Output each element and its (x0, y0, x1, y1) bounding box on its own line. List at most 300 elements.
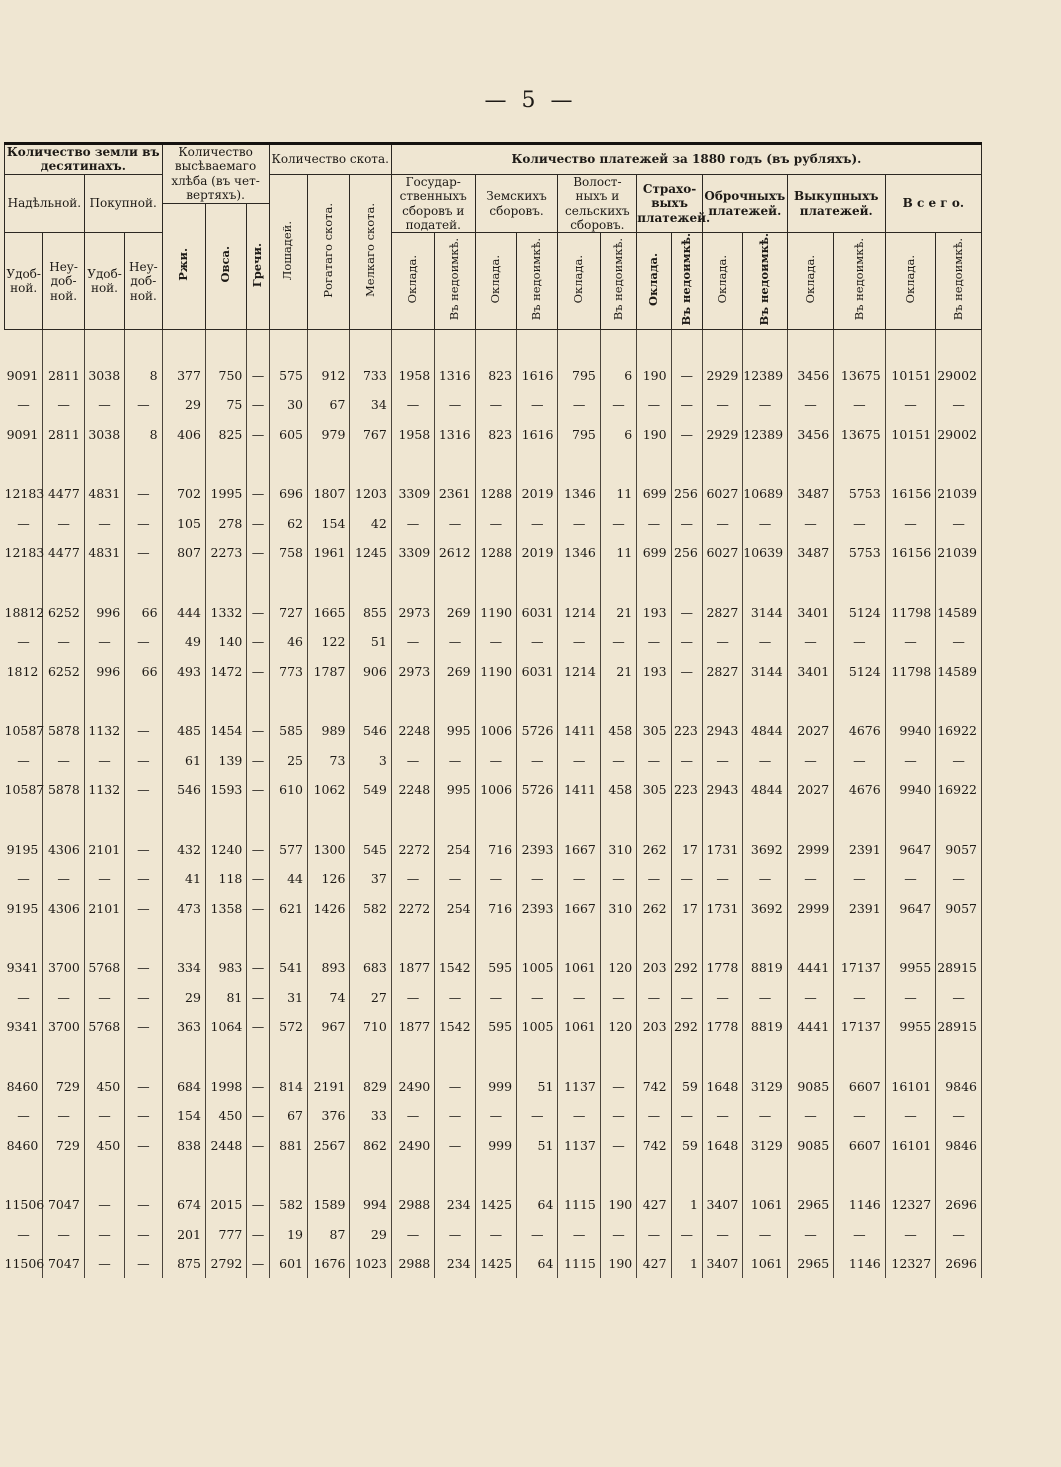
spacer-cell (637, 1160, 671, 1190)
table-cell: 2965 (787, 1190, 833, 1220)
spacer-cell (43, 1041, 84, 1071)
table-cell: 1667 (558, 893, 600, 923)
table-cell: 862 (350, 1130, 391, 1160)
table-cell: — (247, 1190, 269, 1220)
table-cell: — (702, 864, 742, 894)
spacer-cell (600, 330, 636, 361)
table-row (5, 597, 982, 627)
table-cell: 989 (307, 716, 349, 746)
table-cell: — (125, 1071, 162, 1101)
table-cell: — (84, 1190, 124, 1220)
spacer-cell (391, 923, 434, 953)
table-cell: — (558, 508, 600, 538)
table-cell: 67 (307, 390, 349, 420)
table-cell: — (125, 953, 162, 983)
spacer-cell (743, 1041, 787, 1071)
table-cell: 193 (637, 656, 671, 686)
spacer-cell (702, 686, 742, 716)
table-cell: — (885, 390, 936, 420)
table-cell: 75 (205, 390, 246, 420)
spacer-cell (671, 804, 702, 834)
table-cell: 1203 (350, 479, 391, 509)
statistics-table (4, 142, 982, 1278)
spacer-cell (43, 330, 84, 361)
table-cell: 1346 (558, 538, 600, 568)
table-cell: 4844 (743, 716, 787, 746)
spacer-cell (936, 1160, 982, 1190)
table-cell: — (247, 982, 269, 1012)
spacer-row (5, 804, 982, 834)
table-cell: — (671, 982, 702, 1012)
table-cell: 549 (350, 775, 391, 805)
spacer-cell (125, 1041, 162, 1071)
table-cell: 234 (435, 1190, 475, 1220)
table-cell: 674 (162, 1190, 205, 1220)
spacer-cell (702, 449, 742, 479)
table-cell: 2027 (787, 775, 833, 805)
table-cell: — (5, 627, 43, 657)
table-cell: 6252 (43, 656, 84, 686)
spacer-cell (125, 804, 162, 834)
spacer-cell (125, 686, 162, 716)
table-cell: 3700 (43, 953, 84, 983)
table-cell: 1061 (558, 953, 600, 983)
spacer-cell (936, 567, 982, 597)
table-cell: — (787, 982, 833, 1012)
table-cell: 1958 (391, 360, 434, 390)
table-cell: — (247, 745, 269, 775)
table-cell: 6252 (43, 597, 84, 627)
spacer-cell (702, 923, 742, 953)
table-cell: — (475, 390, 516, 420)
table-cell: 4306 (43, 834, 84, 864)
table-cell: — (435, 1101, 475, 1131)
spacer-cell (350, 923, 391, 953)
spacer-cell (391, 1160, 434, 1190)
table-cell: 5124 (834, 597, 886, 627)
table-cell: 1346 (558, 479, 600, 509)
spacer-cell (205, 330, 246, 361)
table-cell: 363 (162, 1012, 205, 1042)
table-cell: 154 (307, 508, 349, 538)
table-row (5, 745, 982, 775)
table-cell: 9057 (936, 893, 982, 923)
table-cell: — (247, 953, 269, 983)
table-cell: 1961 (307, 538, 349, 568)
table-cell: — (787, 508, 833, 538)
table-cell: 1316 (435, 419, 475, 449)
table-cell: 855 (350, 597, 391, 627)
table-cell: — (247, 1219, 269, 1249)
table-cell: 3487 (787, 479, 833, 509)
table-cell: 3700 (43, 1012, 84, 1042)
table-row (5, 419, 982, 449)
table-cell: — (834, 982, 886, 1012)
table-cell: 1426 (307, 893, 349, 923)
table-cell: 1288 (475, 538, 516, 568)
table-cell: 1332 (205, 597, 246, 627)
table-row (5, 1101, 982, 1131)
table-cell: — (517, 1219, 558, 1249)
table-cell: 585 (269, 716, 307, 746)
table-cell: 8 (125, 360, 162, 390)
table-cell: — (247, 479, 269, 509)
table-cell: 4306 (43, 893, 84, 923)
table-cell: — (84, 864, 124, 894)
table-cell: — (671, 419, 702, 449)
table-cell: — (600, 1219, 636, 1249)
table-cell: 8460 (5, 1130, 43, 1160)
table-cell: 546 (162, 775, 205, 805)
table-cell: 5726 (517, 775, 558, 805)
spacer-cell (743, 330, 787, 361)
table-cell: 742 (637, 1130, 671, 1160)
table-cell: 823 (475, 419, 516, 449)
table-cell: 81 (205, 982, 246, 1012)
spacer-cell (162, 1160, 205, 1190)
table-cell: 758 (269, 538, 307, 568)
table-cell: 1132 (84, 775, 124, 805)
table-cell: 6 (600, 360, 636, 390)
table-cell: — (743, 982, 787, 1012)
table-cell: — (475, 627, 516, 657)
table-cell: 1062 (307, 775, 349, 805)
table-cell: 16922 (936, 775, 982, 805)
spacer-cell (743, 804, 787, 834)
header-assessed: Оклада. (702, 233, 742, 330)
table-cell: 2391 (834, 893, 886, 923)
spacer-cell (391, 449, 434, 479)
table-cell: 4477 (43, 538, 84, 568)
header-land: Количество земли въ десятинахъ. (5, 144, 163, 175)
table-cell: 683 (350, 953, 391, 983)
table-cell: — (671, 627, 702, 657)
table-cell: — (702, 1101, 742, 1131)
table-cell: 1061 (743, 1190, 787, 1220)
spacer-cell (43, 686, 84, 716)
spacer-cell (435, 567, 475, 597)
table-cell: 996 (84, 656, 124, 686)
table-cell: 473 (162, 893, 205, 923)
table-cell: 2811 (43, 360, 84, 390)
header-quitrent: Оброчныхъ платежей. (702, 174, 787, 233)
table-row (5, 953, 982, 983)
table-cell: 105 (162, 508, 205, 538)
table-cell: — (936, 390, 982, 420)
spacer-cell (702, 330, 742, 361)
table-cell: 262 (637, 834, 671, 864)
table-cell: 742 (637, 1071, 671, 1101)
table-cell: 995 (435, 775, 475, 805)
spacer-cell (84, 1160, 124, 1190)
table-cell: — (125, 508, 162, 538)
header-assessed: Оклада. (787, 233, 833, 330)
table-cell: 7047 (43, 1249, 84, 1279)
spacer-cell (307, 567, 349, 597)
table-cell: 66 (125, 656, 162, 686)
spacer-cell (5, 449, 43, 479)
table-cell: 377 (162, 360, 205, 390)
spacer-cell (558, 330, 600, 361)
table-cell: — (885, 1101, 936, 1131)
spacer-cell (269, 686, 307, 716)
table-cell: 1214 (558, 656, 600, 686)
table-cell: — (247, 627, 269, 657)
table-cell: — (702, 627, 742, 657)
table-cell: 1300 (307, 834, 349, 864)
table-cell: 1190 (475, 597, 516, 627)
header-redemption: Выкупныхъ платежей. (787, 174, 885, 233)
spacer-cell (391, 804, 434, 834)
spacer-cell (435, 804, 475, 834)
table-cell: 444 (162, 597, 205, 627)
header-arrears: Въ недоимкѣ. (517, 233, 558, 330)
header-rye: Ржи. (162, 203, 205, 330)
table-cell: 9846 (936, 1071, 982, 1101)
table-cell: 5753 (834, 479, 886, 509)
spacer-cell (247, 804, 269, 834)
table-cell: 1190 (475, 656, 516, 686)
spacer-cell (205, 1041, 246, 1071)
table-cell: — (637, 982, 671, 1012)
table-cell: — (936, 1219, 982, 1249)
table-cell: 5878 (43, 775, 84, 805)
table-cell: 875 (162, 1249, 205, 1279)
spacer-cell (743, 567, 787, 597)
table-cell: 4831 (84, 538, 124, 568)
spacer-cell (936, 804, 982, 834)
table-cell: — (671, 1101, 702, 1131)
table-cell: 1812 (5, 656, 43, 686)
table-cell: 577 (269, 834, 307, 864)
table-cell: — (517, 390, 558, 420)
spacer-cell (834, 1160, 886, 1190)
table-cell: — (600, 745, 636, 775)
table-cell: — (125, 1012, 162, 1042)
table-cell: 1137 (558, 1071, 600, 1101)
table-cell: 450 (84, 1130, 124, 1160)
table-cell: — (247, 864, 269, 894)
table-cell: 46 (269, 627, 307, 657)
spacer-cell (475, 449, 516, 479)
table-cell: 1877 (391, 1012, 434, 1042)
spacer-cell (435, 330, 475, 361)
table-cell: 87 (307, 1219, 349, 1249)
table-cell: 582 (350, 893, 391, 923)
table-cell: 1778 (702, 953, 742, 983)
table-cell: 13675 (834, 360, 886, 390)
spacer-cell (475, 1041, 516, 1071)
table-cell: — (125, 627, 162, 657)
header-arrears: Въ недоимкѣ. (834, 233, 886, 330)
table-cell: 795 (558, 360, 600, 390)
table-cell: 2361 (435, 479, 475, 509)
table-cell: 2490 (391, 1130, 434, 1160)
table-cell: — (247, 1071, 269, 1101)
table-row (5, 1071, 982, 1101)
table-cell: 2393 (517, 893, 558, 923)
table-cell: 3692 (743, 834, 787, 864)
spacer-cell (43, 923, 84, 953)
table-cell: 1787 (307, 656, 349, 686)
table-cell: — (936, 1101, 982, 1131)
header-oats: Овса. (205, 203, 246, 330)
spacer-cell (885, 330, 936, 361)
table-cell: — (475, 745, 516, 775)
table-cell: 21 (600, 656, 636, 686)
table-cell: — (702, 745, 742, 775)
table-cell: 1648 (702, 1130, 742, 1160)
table-row (5, 834, 982, 864)
header-zemstvo: Земскихъ сборовъ. (475, 174, 558, 233)
spacer-cell (834, 330, 886, 361)
table-cell: 2490 (391, 1071, 434, 1101)
table-cell: 64 (517, 1190, 558, 1220)
table-cell: — (435, 390, 475, 420)
table-cell: 9647 (885, 893, 936, 923)
spacer-cell (205, 923, 246, 953)
table-cell: 21039 (936, 538, 982, 568)
table-cell: 1005 (517, 1012, 558, 1042)
table-cell: — (936, 745, 982, 775)
table-cell: 979 (307, 419, 349, 449)
table-cell: 4441 (787, 1012, 833, 1042)
table-cell: — (125, 390, 162, 420)
table-cell: — (558, 627, 600, 657)
table-cell: — (125, 716, 162, 746)
spacer-cell (391, 567, 434, 597)
table-cell: 190 (600, 1249, 636, 1279)
table-cell: 575 (269, 360, 307, 390)
table-cell: — (834, 745, 886, 775)
spacer-cell (269, 1160, 307, 1190)
table-cell: 2272 (391, 834, 434, 864)
spacer-cell (787, 686, 833, 716)
table-cell: 995 (435, 716, 475, 746)
table-cell: 1064 (205, 1012, 246, 1042)
table-cell: 292 (671, 1012, 702, 1042)
table-cell: — (702, 508, 742, 538)
spacer-cell (43, 804, 84, 834)
table-cell: 406 (162, 419, 205, 449)
spacer-cell (391, 330, 434, 361)
table-row (5, 1130, 982, 1160)
table-cell: 9057 (936, 834, 982, 864)
table-cell: 30 (269, 390, 307, 420)
table-cell: 9846 (936, 1130, 982, 1160)
table-cell: 12389 (743, 360, 787, 390)
table-cell: — (743, 508, 787, 538)
table-cell: 66 (125, 597, 162, 627)
table-cell: 12183 (5, 538, 43, 568)
table-cell: — (391, 627, 434, 657)
table-cell: 5124 (834, 656, 886, 686)
spacer-cell (834, 567, 886, 597)
table-cell: 3129 (743, 1130, 787, 1160)
table-cell: 2015 (205, 1190, 246, 1220)
table-cell: 605 (269, 419, 307, 449)
table-cell: 8 (125, 419, 162, 449)
table-cell: 1316 (435, 360, 475, 390)
table-cell: — (671, 360, 702, 390)
table-cell: 2019 (517, 538, 558, 568)
table-cell: — (435, 745, 475, 775)
table-cell: 912 (307, 360, 349, 390)
table-cell: 458 (600, 716, 636, 746)
table-cell: 29 (162, 390, 205, 420)
spacer-cell (247, 1160, 269, 1190)
table-cell: — (671, 745, 702, 775)
spacer-cell (671, 567, 702, 597)
spacer-cell (350, 567, 391, 597)
table-cell: 262 (637, 893, 671, 923)
spacer-cell (391, 686, 434, 716)
header-assessed: Оклада. (885, 233, 936, 330)
spacer-cell (350, 449, 391, 479)
table-cell: 62 (269, 508, 307, 538)
table-cell: 1288 (475, 479, 516, 509)
table-cell: 1995 (205, 479, 246, 509)
table-cell: — (5, 1101, 43, 1131)
table-cell: — (637, 627, 671, 657)
spacer-cell (43, 1160, 84, 1190)
table-cell: — (600, 390, 636, 420)
spacer-cell (435, 449, 475, 479)
table-cell: — (637, 745, 671, 775)
table-cell: 2448 (205, 1130, 246, 1160)
spacer-cell (671, 1160, 702, 1190)
table-cell: — (435, 508, 475, 538)
table-cell: 12327 (885, 1249, 936, 1279)
spacer-cell (84, 449, 124, 479)
header-buckwheat: Гречи. (247, 203, 269, 330)
table-cell: — (475, 982, 516, 1012)
table-cell: — (5, 864, 43, 894)
table-cell: 310 (600, 834, 636, 864)
table-cell: — (435, 1071, 475, 1101)
spacer-cell (247, 330, 269, 361)
table-cell: — (787, 627, 833, 657)
header-cattle: Количество скота. (269, 144, 391, 175)
table-cell: — (247, 834, 269, 864)
table-cell: 1214 (558, 597, 600, 627)
table-cell: 269 (435, 656, 475, 686)
table-cell: 994 (350, 1190, 391, 1220)
table-cell: — (885, 627, 936, 657)
table-body (5, 330, 982, 1279)
table-cell: — (475, 508, 516, 538)
table-row (5, 390, 982, 420)
spacer-cell (475, 1160, 516, 1190)
table-cell: 120 (600, 1012, 636, 1042)
spacer-cell (475, 567, 516, 597)
table-cell: 44 (269, 864, 307, 894)
table-cell: 733 (350, 360, 391, 390)
spacer-cell (637, 686, 671, 716)
table-cell: 1648 (702, 1071, 742, 1101)
table-cell: — (600, 982, 636, 1012)
table-cell: — (517, 745, 558, 775)
table-cell: — (671, 597, 702, 627)
table-cell: 814 (269, 1071, 307, 1101)
table-cell: — (600, 1101, 636, 1131)
spacer-cell (247, 449, 269, 479)
table-cell: 203 (637, 953, 671, 983)
table-cell: — (247, 656, 269, 686)
table-cell: — (247, 775, 269, 805)
table-cell: — (247, 1012, 269, 1042)
spacer-cell (269, 567, 307, 597)
